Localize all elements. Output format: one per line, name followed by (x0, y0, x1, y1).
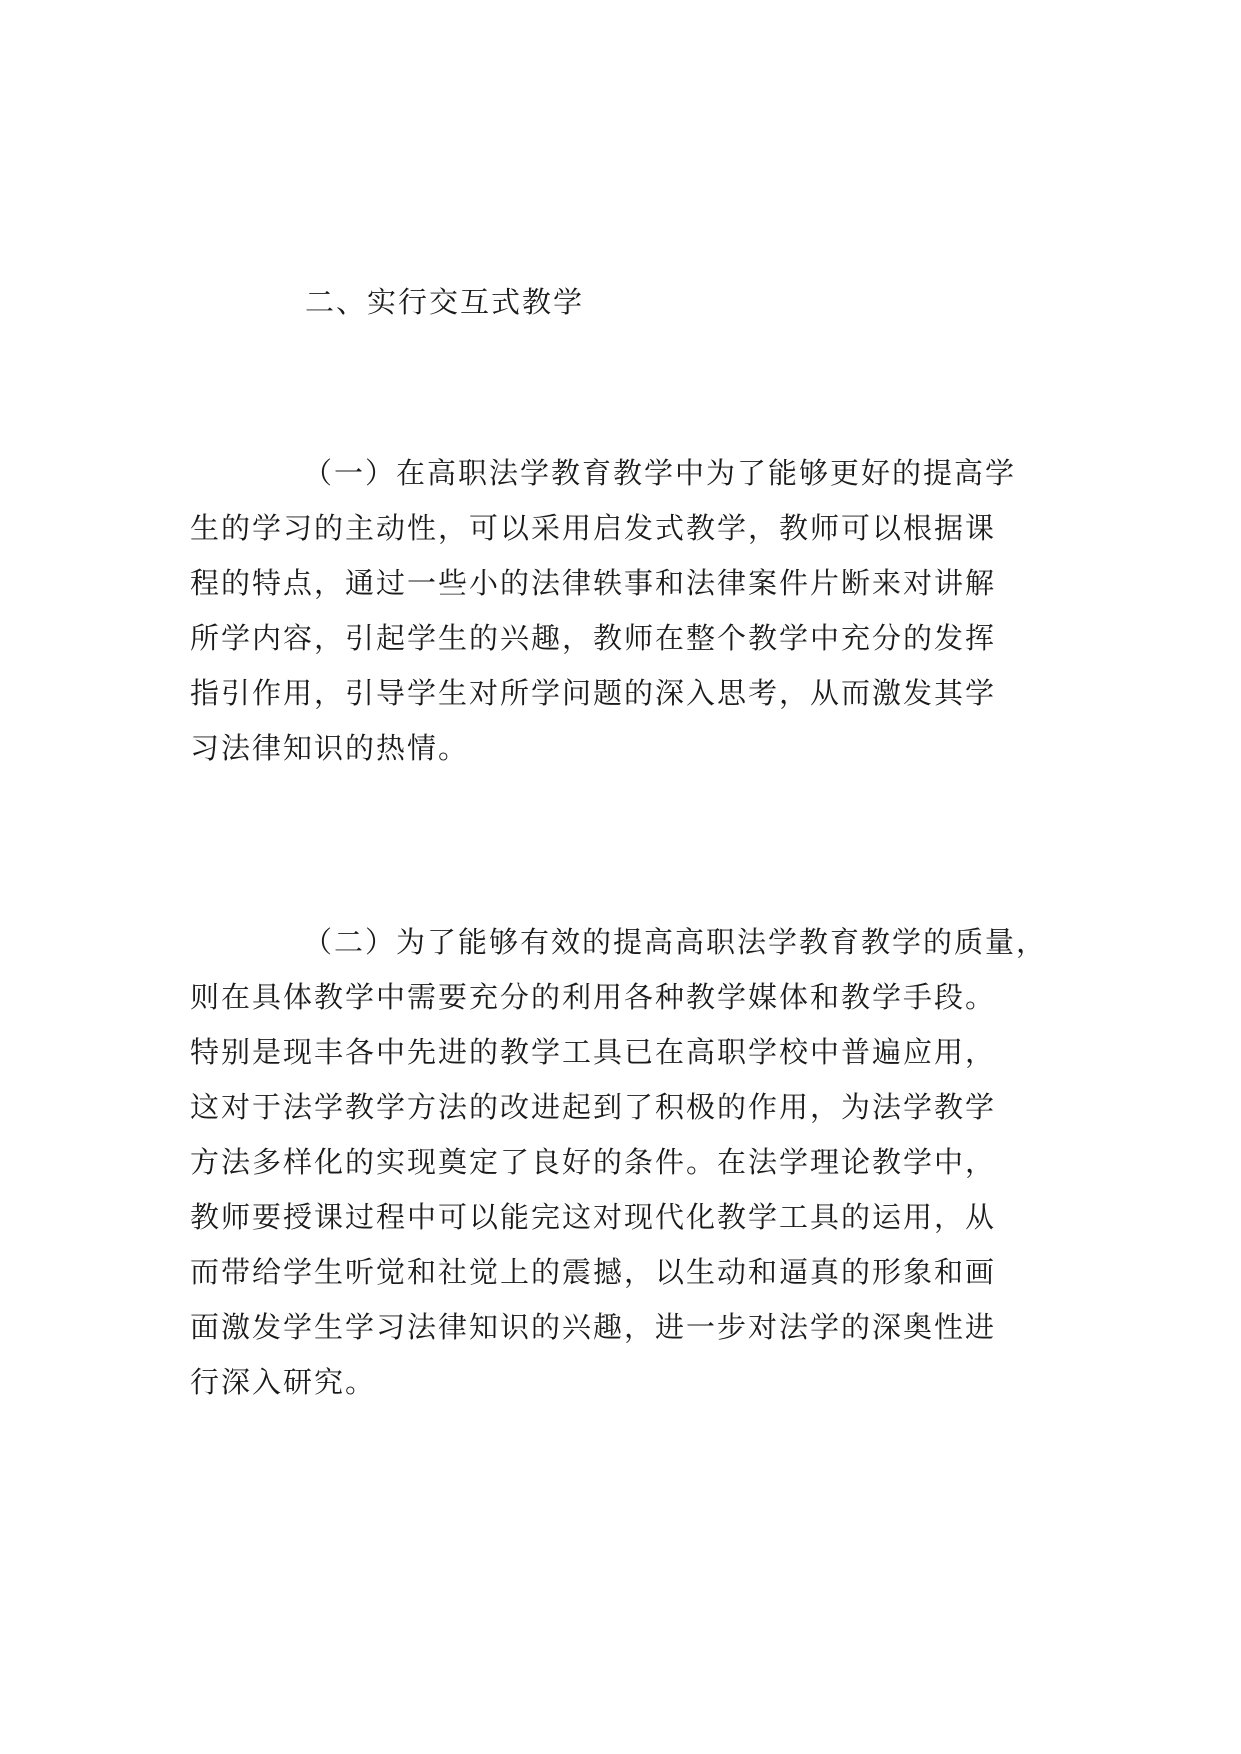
paragraph-line: 指引作用，引导学生对所学问题的深入思考，从而激发其学 (190, 676, 997, 710)
paragraph-line: 程的特点，通过一些小的法律轶事和法律案件片断来对讲解 (190, 566, 997, 600)
paragraph-line: 而带给学生听觉和社觉上的震撼，以生动和逼真的形象和画 (190, 1255, 997, 1289)
paragraph-1 (190, 446, 1050, 776)
paragraph-2 (190, 915, 1050, 1410)
paragraph-line: 方法多样化的实现奠定了良好的条件。在法学理论教学中， (190, 1145, 997, 1179)
section-heading: 二、实行交互式教学 (305, 285, 585, 319)
paragraph-line: 这对于法学教学方法的改进起到了积极的作用，为法学教学 (190, 1090, 997, 1124)
paragraph-line: （二）为了能够有效的提高高职法学教育教学的质量， (303, 925, 1048, 959)
paragraph-line: 教师要授课过程中可以能完这对现代化教学工具的运用，从 (190, 1200, 997, 1234)
paragraph-line: 面激发学生学习法律知识的兴趣，进一步对法学的深奥性进 (190, 1310, 997, 1344)
paragraph-line: 行深入研究。 (190, 1365, 377, 1399)
paragraph-line: 则在具体教学中需要充分的利用各种教学媒体和教学手段。 (190, 980, 997, 1014)
paragraph-line: 生的学习的主动性，可以采用启发式教学，教师可以根据课 (190, 511, 997, 545)
paragraph-line: （一）在高职法学教育教学中为了能够更好的提高学 (303, 456, 1017, 490)
paragraph-line: 所学内容，引起学生的兴趣，教师在整个教学中充分的发挥 (190, 621, 997, 655)
paragraph-line: 习法律知识的热情。 (190, 731, 470, 765)
paragraph-line: 特别是现丰各中先进的教学工具已在高职学校中普遍应用， (190, 1035, 997, 1069)
